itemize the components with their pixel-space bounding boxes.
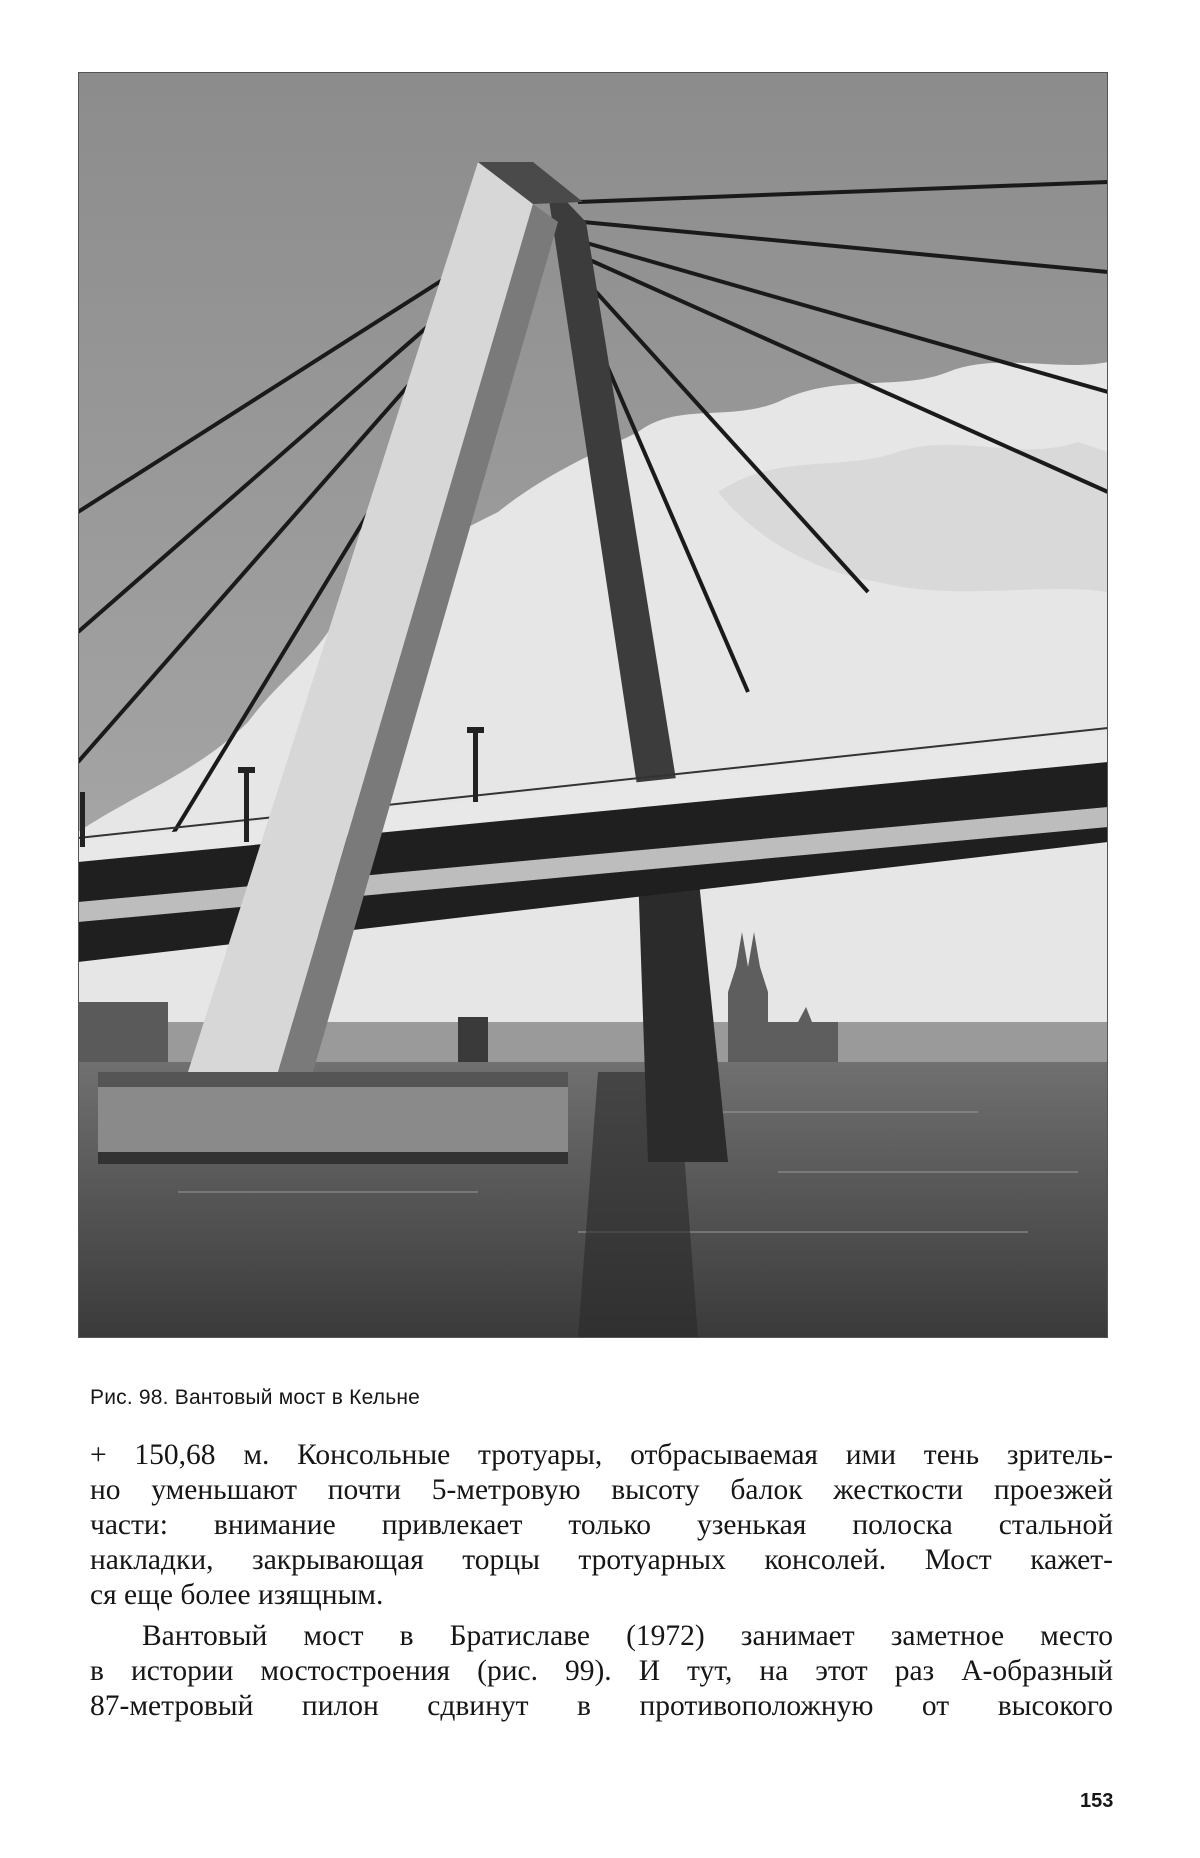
- paragraph: [90, 1619, 1113, 1724]
- body-text: [90, 1438, 1113, 1724]
- figure-caption: Рис. 98. Вантовый мост в Кельне: [90, 1386, 421, 1409]
- text-line: ся еще более изящным.: [90, 1579, 384, 1611]
- bridge-photo: [78, 72, 1108, 1338]
- paragraph: [90, 1438, 1113, 1613]
- text-line: накладки, закрывающая торцы тротуарных консолей. Мост кажет-: [90, 1544, 1113, 1576]
- text-line: Вантовый мост в Братиславе (1972) занимает заметное место: [142, 1620, 1113, 1652]
- text-line: части: внимание привлекает только узенькая полоска стальной: [90, 1509, 1113, 1541]
- text-line: но уменьшают почти 5-метровую высоту балок жесткости проезжей: [90, 1474, 1113, 1506]
- text-line: + 150,68 м. Консольные тротуары, отбрасываемая ими тень зритель-: [90, 1439, 1113, 1471]
- text-line: 87-метровый пилон сдвинут в противоположную от высокого: [90, 1690, 1113, 1722]
- page-number: 153: [1080, 1790, 1114, 1812]
- text-line: в истории мостостроения (рис. 99). И тут, на этот раз А-образный: [90, 1655, 1113, 1687]
